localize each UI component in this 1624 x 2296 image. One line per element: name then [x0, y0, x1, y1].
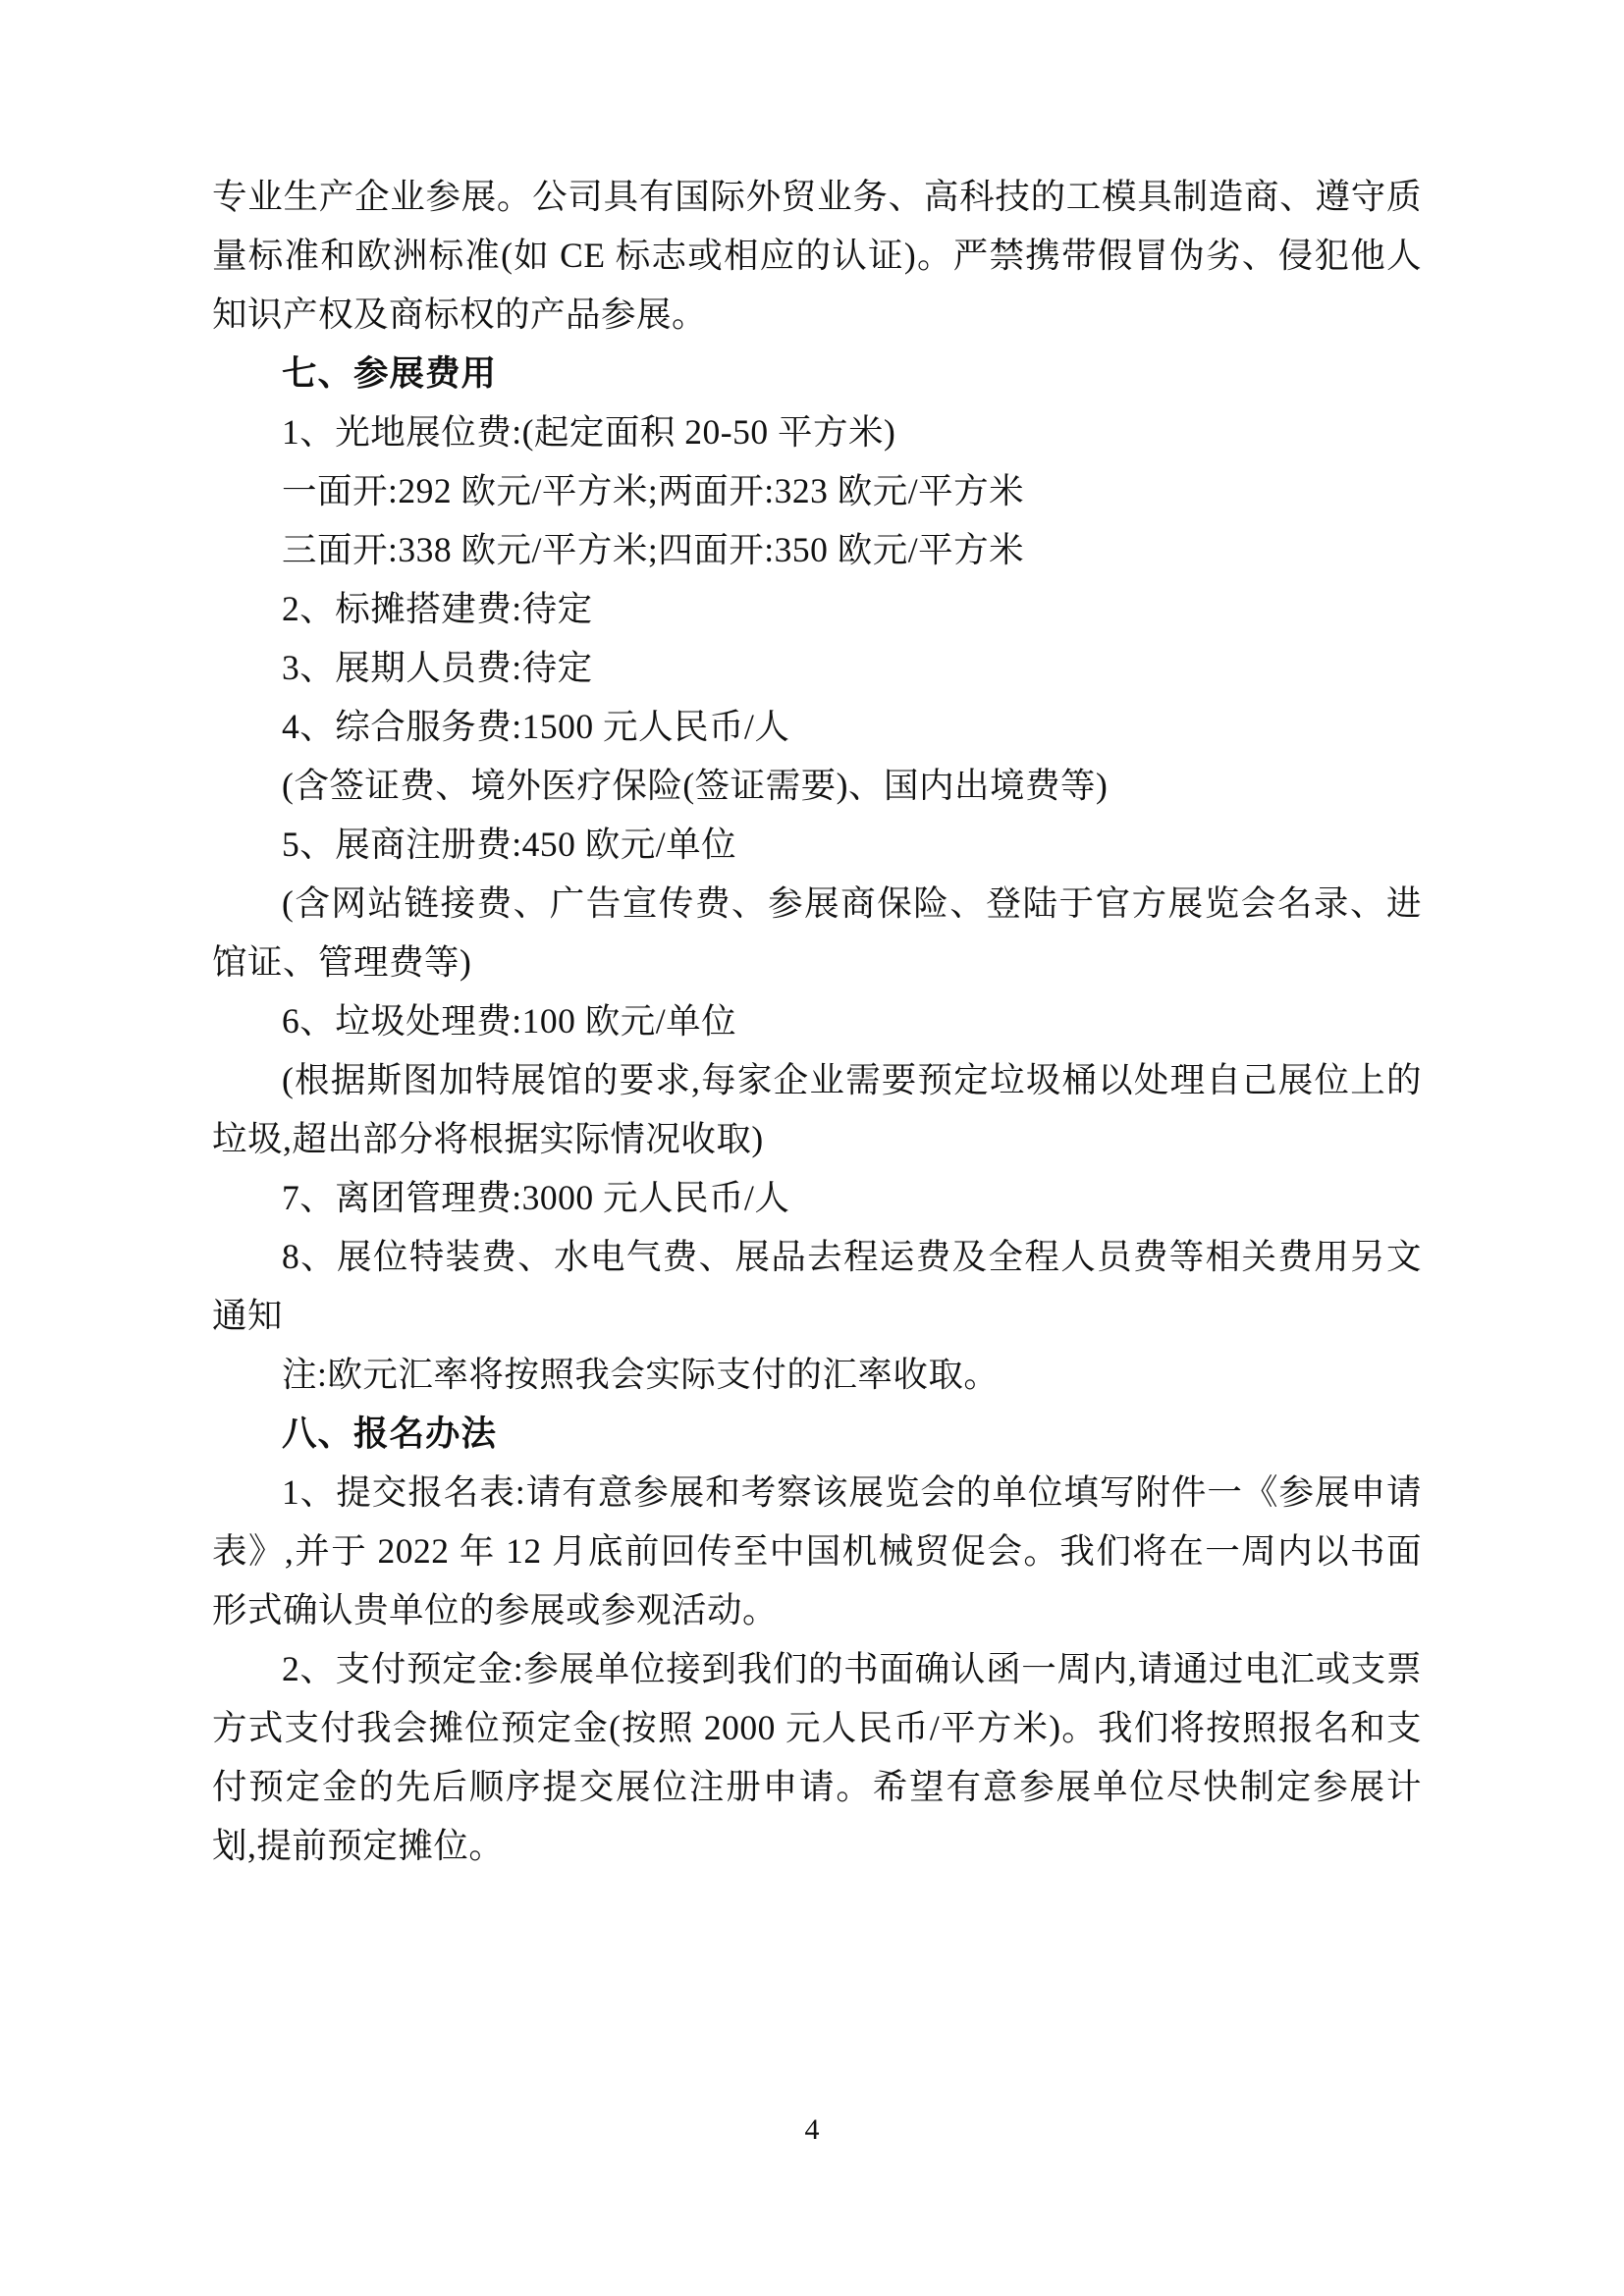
paragraph-booth-fee: 1、光地展位费:(起定面积 20-50 平方米): [282, 412, 896, 452]
paragraph-registration-fee: 5、展商注册费:450 欧元/单位: [282, 825, 737, 864]
section-heading-registration: 八、报名办法: [282, 1414, 498, 1453]
paragraph-intro: 专业生产企业参展。公司具有国际外贸业务、高科技的工模具制造商、遵守质量标准和欧洲标准(如 CE 标志或相应的认证)。严禁携带假冒伪劣、侵犯他人知识产权及商标权的产品参展。: [212, 177, 1422, 334]
paragraph-standard-booth-fee: 2、标摊搭建费:待定: [282, 589, 593, 628]
section-heading-fees: 七、参展费用: [282, 353, 498, 393]
paragraph-service-fee-note: (含签证费、境外医疗保险(签证需要)、国内出境费等): [282, 766, 1109, 805]
paragraph-service-fee: 4、综合服务费:1500 元人民币/人: [282, 707, 790, 746]
paragraph-waste-fee-note: (根据斯图加特展馆的要求,每家企业需要预定垃圾桶以处理自己展位上的垃圾,超出部分将根据实际情况收取): [212, 1060, 1422, 1158]
page-number: 4: [804, 2113, 820, 2146]
page-content: [212, 167, 1422, 1875]
paragraph-exchange-rate-note: 注:欧元汇率将按照我会实际支付的汇率收取。: [282, 1355, 1000, 1394]
paragraph-registration-fee-note: (含网站链接费、广告宣传费、参展商保险、登陆于官方展览会名录、进馆证、管理费等): [212, 883, 1422, 982]
paragraph-staff-fee: 3、展期人员费:待定: [282, 648, 593, 687]
paragraph-submit-form: 1、提交报名表:请有意参展和考察该展览会的单位填写附件一《参展申请表》,并于 2022 年 12 月底前回传至中国机械贸促会。我们将在一周内以书面形式确认贵单位的参展或参观活动。: [212, 1472, 1422, 1629]
paragraph-waste-fee: 6、垃圾处理费:100 欧元/单位: [282, 1001, 737, 1041]
paragraph-other-fees: 8、展位特装费、水电气费、展品去程运费及全程人员费等相关费用另文通知: [212, 1237, 1422, 1335]
paragraph-booth-three-four-sides: 三面开:338 欧元/平方米;四面开:350 欧元/平方米: [282, 530, 1025, 569]
paragraph-pay-deposit: 2、支付预定金:参展单位接到我们的书面确认函一周内,请通过电汇或支票方式支付我会摊位预定金(按照 2000 元人民币/平方米)。我们将按照报名和支付预定金的先后顺序提交展位注册申请。希望有意参展单位尽快制定参展计划,提前预定摊位。: [212, 1649, 1422, 1865]
paragraph-booth-one-two-sides: 一面开:292 欧元/平方米;两面开:323 欧元/平方米: [282, 471, 1025, 510]
paragraph-group-management-fee: 7、离团管理费:3000 元人民币/人: [282, 1178, 790, 1217]
